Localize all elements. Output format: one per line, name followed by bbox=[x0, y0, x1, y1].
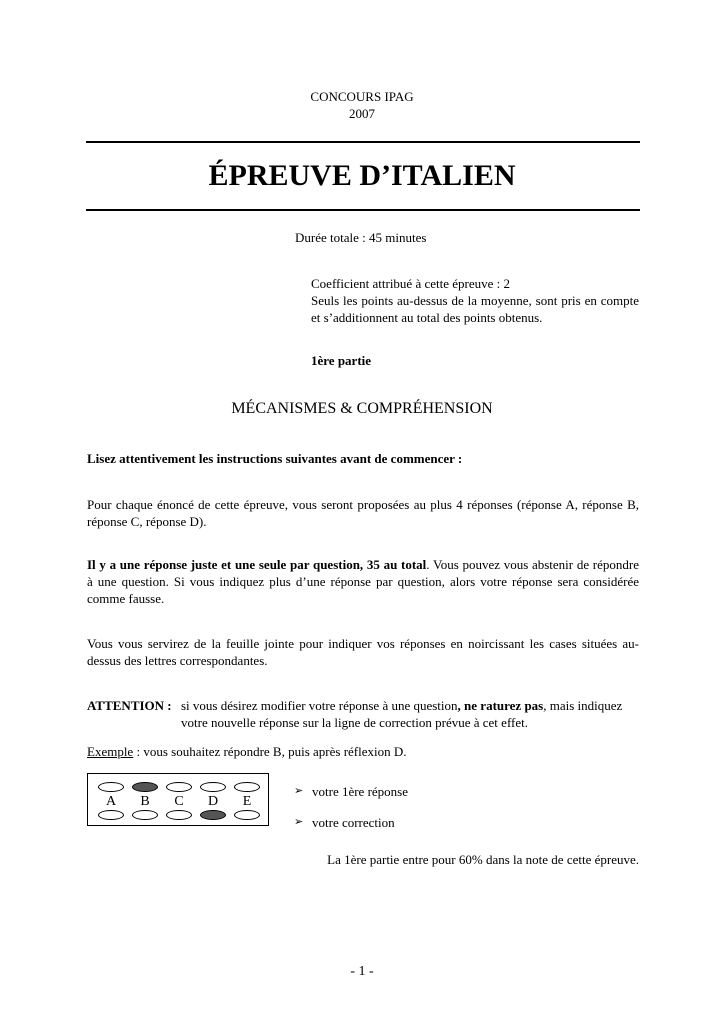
answer-sheet-example bbox=[87, 773, 269, 826]
correction-oval-d bbox=[200, 810, 226, 820]
example-line bbox=[87, 743, 407, 760]
legend-first-label: votre 1ère réponse bbox=[312, 784, 409, 799]
arrow-bullet-icon: ➢ bbox=[294, 785, 304, 797]
legend-first-answer bbox=[294, 783, 408, 800]
top-rule bbox=[86, 141, 640, 143]
rule-detail: . Vous pouvez vous abstenir de répondre à une question. Si vous indiquez plus d’une réponse par question, alors votre réponse sera considérée comme fausse. bbox=[87, 557, 639, 606]
page-number: - 1 - bbox=[350, 964, 374, 979]
answer-letter-c: C bbox=[174, 794, 184, 809]
attention-text bbox=[181, 697, 639, 731]
correction-oval-a bbox=[98, 810, 124, 820]
coefficient-note: Seuls les points au-dessus de la moyenne, sont pris en compte et s’additionnent au total des points obtenus. bbox=[311, 293, 639, 325]
exam-year: 2007 bbox=[349, 106, 375, 121]
example-label: Exemple bbox=[87, 744, 134, 759]
instructions-paragraph-1: Pour chaque énoncé de cette épreuve, vous seront proposées au plus 4 réponses (réponse A, réponse B, réponse C, réponse D). bbox=[87, 497, 639, 529]
example-text: : vous souhaitez répondre B, puis après réflexion D. bbox=[133, 744, 407, 759]
duration-text: Durée totale : 45 minutes bbox=[295, 230, 427, 245]
arrow-bullet-icon: ➢ bbox=[294, 816, 304, 828]
attention-label bbox=[87, 697, 172, 714]
answer-letter-e: E bbox=[242, 794, 252, 809]
section-title: MÉCANISMES & COMPRÉHENSION bbox=[231, 400, 493, 417]
bottom-rule bbox=[86, 209, 640, 211]
attention-keyword: ATTENTION : bbox=[87, 698, 172, 713]
answer-oval-c bbox=[166, 782, 192, 792]
correction-oval-e bbox=[234, 810, 260, 820]
answer-oval-a bbox=[98, 782, 124, 792]
answer-letter-b: B bbox=[140, 794, 150, 809]
legend-correction bbox=[294, 814, 395, 831]
answer-oval-b bbox=[132, 782, 158, 792]
correction-oval-c bbox=[166, 810, 192, 820]
coefficient-block bbox=[311, 275, 639, 326]
instructions-paragraph-3: Vous vous servirez de la feuille jointe pour indiquer vos réponses en noircissant les cases situées au-dessus des lettres correspondantes. bbox=[87, 636, 639, 668]
answer-oval-e bbox=[234, 782, 260, 792]
instructions-heading: Lisez attentivement les instructions suivantes avant de commencer : bbox=[87, 451, 463, 466]
exam-header bbox=[0, 88, 724, 122]
attention-part-1: si vous désirez modifier votre réponse à une question bbox=[181, 698, 458, 713]
attention-line-2: votre nouvelle réponse sur la ligne de correction prévue à cet effet. bbox=[181, 715, 528, 730]
answer-letter-a: A bbox=[105, 794, 117, 809]
attention-emphasis: , ne raturez pas bbox=[457, 698, 544, 713]
answer-letter-d: D bbox=[207, 794, 219, 809]
page-title: ÉPREUVE D’ITALIEN bbox=[208, 159, 516, 192]
exam-name: CONCOURS IPAG bbox=[310, 89, 414, 104]
footer-note: La 1ère partie entre pour 60% dans la note de cette épreuve. bbox=[327, 852, 639, 867]
instructions-paragraph-2 bbox=[87, 556, 639, 607]
rule-emphasis: Il y a une réponse juste et une seule par question, 35 au total bbox=[87, 557, 427, 572]
answer-oval-d bbox=[200, 782, 226, 792]
attention-part-2: , mais indiquez bbox=[543, 698, 623, 713]
legend-correction-label: votre correction bbox=[312, 815, 395, 830]
correction-oval-b bbox=[132, 810, 158, 820]
coefficient-line: Coefficient attribué à cette épreuve : 2 bbox=[311, 276, 510, 291]
part-label: 1ère partie bbox=[311, 353, 372, 368]
